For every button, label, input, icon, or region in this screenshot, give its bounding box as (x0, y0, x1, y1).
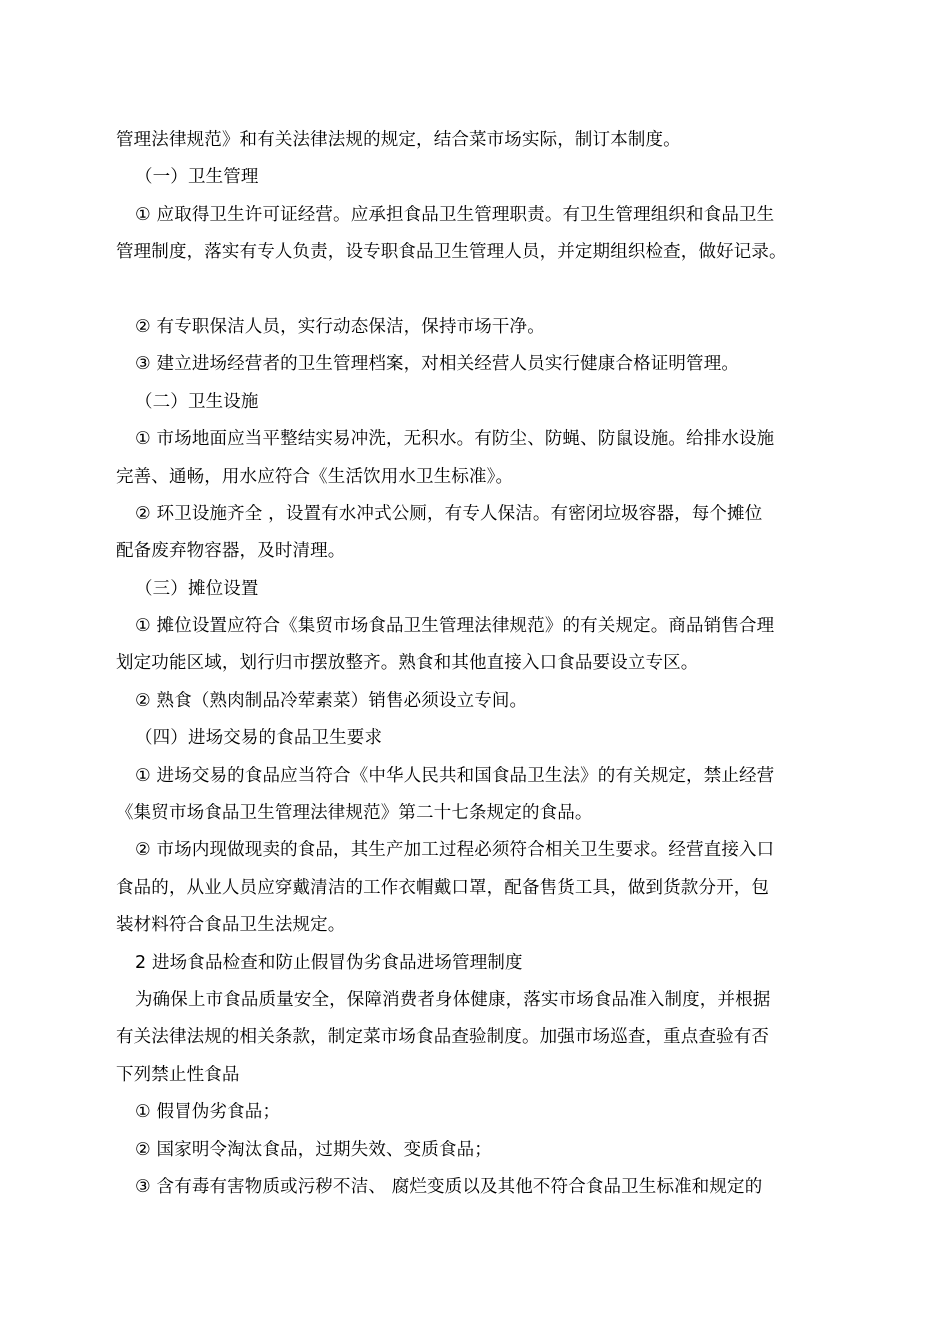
text-line: 装材料符合食品卫生法规定。 (116, 915, 346, 936)
text-line: 为确保上市食品质量安全，保障消费者身体健康，落实市场食品准入制度，并根据 (135, 989, 771, 1010)
blank-line (116, 272, 838, 309)
text-line: 《集贸市场食品卫生管理法律规范》第二十七条规定的食品。 (116, 803, 593, 824)
text-line: ① 市场地面应当平整结实易冲洗，无积水。有防尘、防蝇、防鼠设施。给排水设施 (135, 429, 775, 450)
text-line: 2 进场食品检查和防止假冒伪劣食品进场管理制度 (135, 952, 523, 973)
text-line: 配备废弃物容器，及时清理。 (116, 541, 346, 562)
text-line: （二）卫生设施 (135, 391, 259, 412)
text-line: ② 国家明令淘汰食品，过期失效、变质食品； (135, 1139, 492, 1160)
text-line: ① 进场交易的食品应当符合《中华人民共和国食品卫生法》的有关规定，禁止经营 (135, 765, 775, 786)
text-line: （四）进场交易的食品卫生要求 (135, 728, 383, 749)
text-line: ① 应取得卫生许可证经营。应承担食品卫生管理职责。有卫生管理组织和食品卫生 (135, 204, 775, 225)
text-line: ③ 含有毒有害物质或污秽不洁、 腐烂变质以及其他不符合食品卫生标准和规定的 (135, 1176, 763, 1197)
text-line: 有关法律法规的相关条款，制定菜市场食品查验制度。加强市场巡查，重点查验有否 (116, 1027, 770, 1048)
text-line: 食品的，从业人员应穿戴清洁的工作衣帽戴口罩，配备售货工具，做到货款分开，包 (116, 877, 770, 898)
text-line: ② 熟食（熟肉制品冷荤素菜）销售必须设立专间。 (135, 690, 528, 711)
text-line: 管理制度，落实有专人负责，设专职食品卫生管理人员，并定期组织检查，做好记录。 (116, 242, 787, 263)
text-line: ② 市场内现做现卖的食品，其生产加工过程必须符合相关卫生要求。经营直接入口 (135, 840, 775, 861)
document-body (116, 122, 838, 1206)
text-line: （一）卫生管理 (135, 167, 259, 188)
text-line: 下列禁止性食品 (116, 1064, 240, 1085)
text-line: 划定功能区域，划行归市摆放整齐。熟食和其他直接入口食品要设立专区。 (116, 653, 699, 674)
text-line: （三）摊位设置 (135, 578, 259, 599)
text-line: 完善、通畅，用水应符合《生活饮用水卫生标准》。 (116, 466, 514, 487)
text-line: ② 有专职保洁人员，实行动态保洁，保持市场干净。 (135, 316, 545, 337)
text-line: ① 假冒伪劣食品； (135, 1102, 281, 1123)
text-line: ② 环卫设施齐全 ，设置有水冲式公厕，有专人保洁。有密闭垃圾容器，每个摊位 (135, 503, 763, 524)
text-line: 管理法律规范》和有关法律法规的规定，结合菜市场实际，制订本制度。 (116, 130, 681, 150)
text-line: ③ 建立进场经营者的卫生管理档案，对相关经营人员实行健康合格证明管理。 (135, 354, 739, 375)
text-line: ① 摊位设置应符合《集贸市场食品卫生管理法律规范》的有关规定。商品销售合理 (135, 616, 775, 637)
